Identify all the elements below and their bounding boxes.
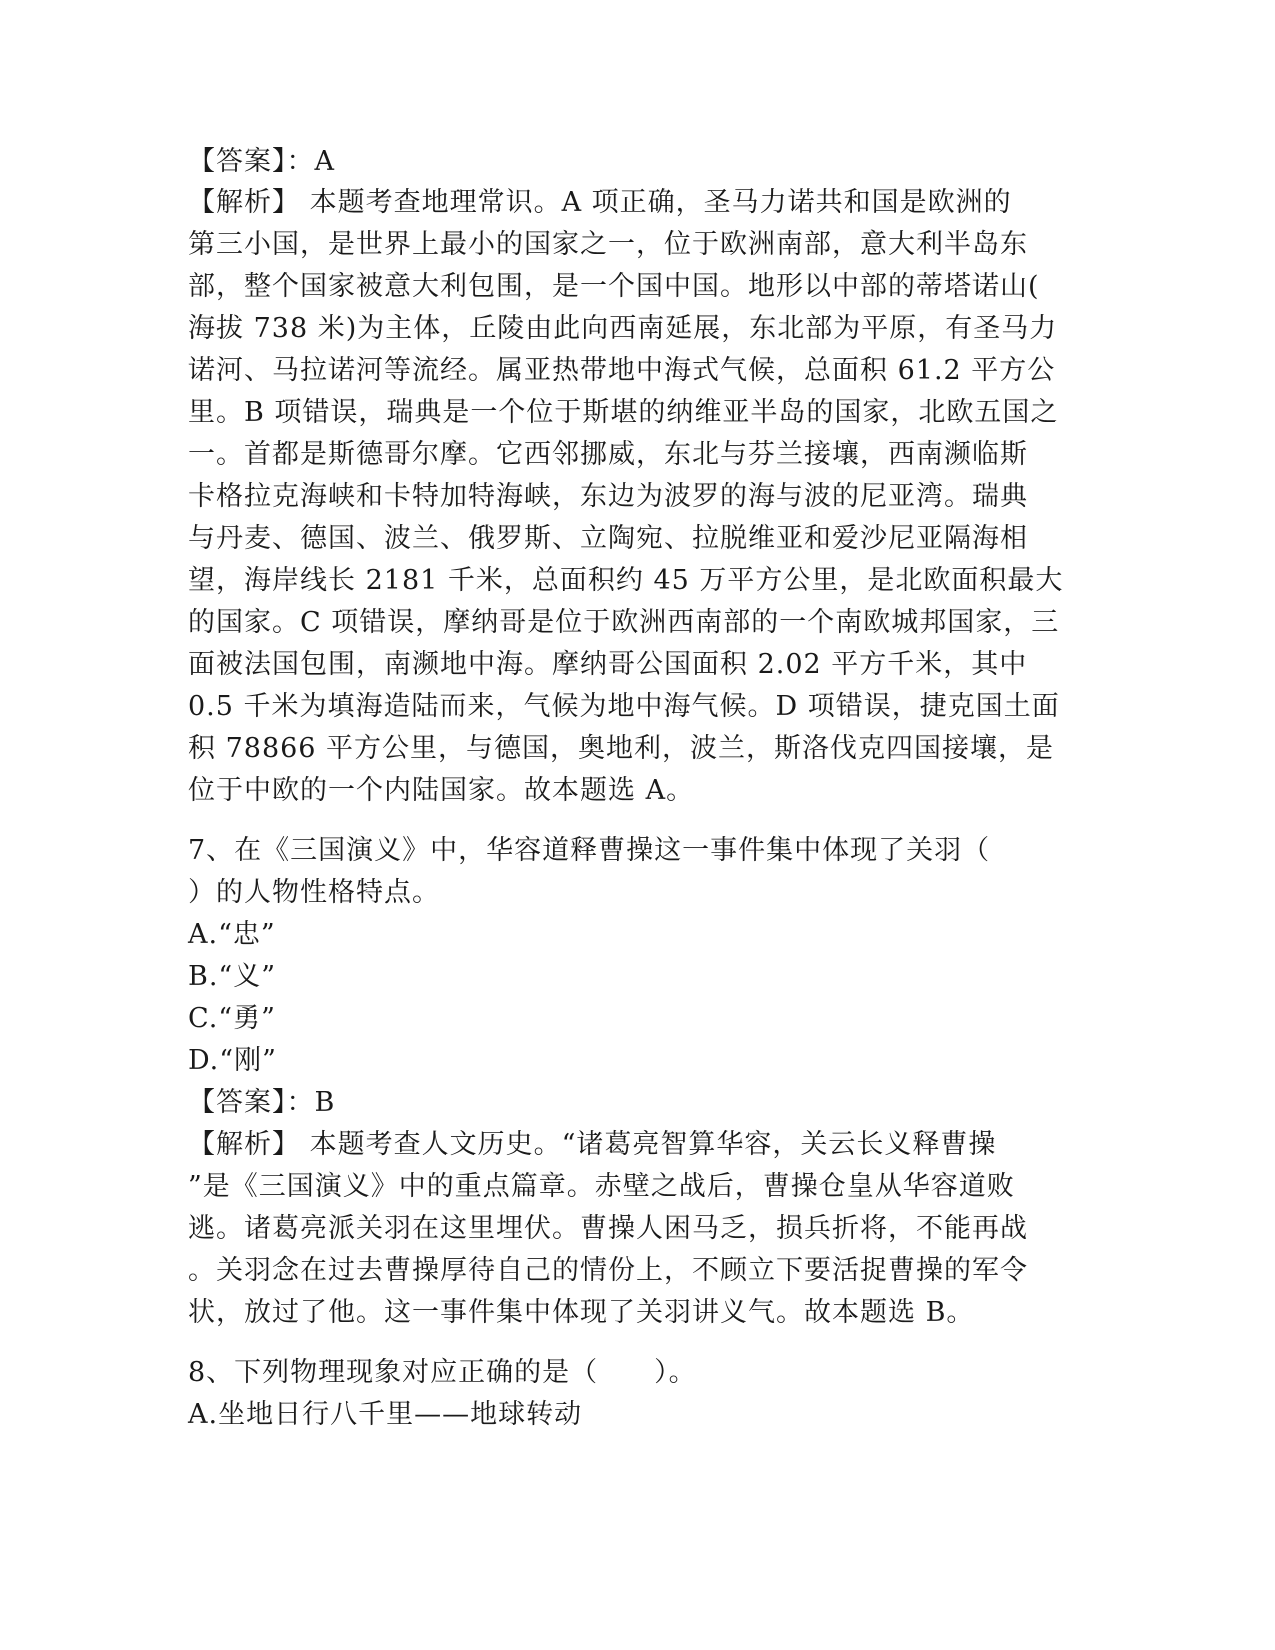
q6-analysis-line: 部，整个国家被意大利包围，是一个国中国。地形以中部的蒂塔诺山( bbox=[188, 271, 1040, 302]
q7-analysis-line: 。关羽念在过去曹操厚待自己的情份上，不顾立下要活捉曹操的军令 bbox=[188, 1255, 1028, 1286]
q6-analysis-line: 积 78866 平方公里，与德国，奥地利，波兰，斯洛伐克四国接壤，是 bbox=[188, 733, 1055, 764]
q8-option-a: A.坐地日行八千里——地球转动 bbox=[188, 1399, 583, 1430]
q7-option-d: D.“刚” bbox=[188, 1045, 277, 1076]
q8-question: 8、下列物理现象对应正确的是（ ）。 bbox=[188, 1357, 697, 1388]
q7-analysis-line: ”是《三国演义》中的重点篇章。赤壁之战后，曹操仓皇从华容道败 bbox=[188, 1171, 1015, 1202]
q6-analysis-line: 诺河、马拉诺河等流经。属亚热带地中海式气候，总面积 61.2 平方公 bbox=[188, 355, 1056, 386]
q6-analysis-line: 第三小国，是世界上最小的国家之一，位于欧洲南部，意大利半岛东 bbox=[188, 229, 1028, 260]
q7-option-c: C.“勇” bbox=[188, 1003, 276, 1034]
q6-analysis-line: 面被法国包围，南濒地中海。摩纳哥公国面积 2.02 平方千米，其中 bbox=[188, 649, 1028, 680]
q7-question-line: ）的人物性格特点。 bbox=[188, 877, 440, 908]
q7-analysis-line: 逃。诸葛亮派关羽在这里埋伏。曹操人困马乏，损兵折将，不能再战 bbox=[188, 1213, 1028, 1244]
q7-answer: 【答案】：B bbox=[188, 1087, 336, 1118]
q6-analysis-line: 与丹麦、德国、波兰、俄罗斯、立陶宛、拉脱维亚和爱沙尼亚隔海相 bbox=[188, 523, 1028, 554]
q7-analysis-line: 状，放过了他。这一事件集中体现了关羽讲义气。故本题选 B。 bbox=[188, 1297, 975, 1328]
q7-question-line: 7、在《三国演义》中，华容道释曹操这一事件集中体现了关羽（ bbox=[188, 835, 991, 866]
q6-analysis-line: 的国家。C 项错误，摩纳哥是位于欧洲西南部的一个南欧城邦国家，三 bbox=[188, 607, 1060, 638]
q6-analysis-line: 0.5 千米为填海造陆而来，气候为地中海气候。D 项错误，捷克国土面 bbox=[188, 691, 1060, 722]
q7-option-a: A.“忠” bbox=[188, 919, 276, 950]
q7-analysis-line: 【解析】 本题考查人文历史。“诸葛亮智算华容，关云长义释曹操 bbox=[188, 1129, 997, 1160]
q6-analysis-line: 【解析】 本题考查地理常识。A 项正确，圣马力诺共和国是欧洲的 bbox=[188, 187, 1012, 218]
q6-analysis-line: 海拔 738 米)为主体，丘陵由此向西南延展，东北部为平原，有圣马力 bbox=[188, 313, 1058, 344]
q7-option-b: B.“义” bbox=[188, 961, 277, 992]
q6-analysis-line: 卡格拉克海峡和卡特加特海峡，东边为波罗的海与波的尼亚湾。瑞典 bbox=[188, 481, 1028, 512]
q6-analysis-line: 位于中欧的一个内陆国家。故本题选 A。 bbox=[188, 775, 695, 806]
q6-analysis-line: 望，海岸线长 2181 千米，总面积约 45 万平方公里，是北欧面积最大 bbox=[188, 565, 1064, 596]
q6-analysis-line: 一。首都是斯德哥尔摩。它西邻挪威，东北与芬兰接壤，西南濒临斯 bbox=[188, 439, 1028, 470]
q6-analysis-line: 里。B 项错误，瑞典是一个位于斯堪的纳维亚半岛的国家，北欧五国之 bbox=[188, 397, 1059, 428]
q6-answer: 【答案】：A bbox=[188, 146, 335, 177]
